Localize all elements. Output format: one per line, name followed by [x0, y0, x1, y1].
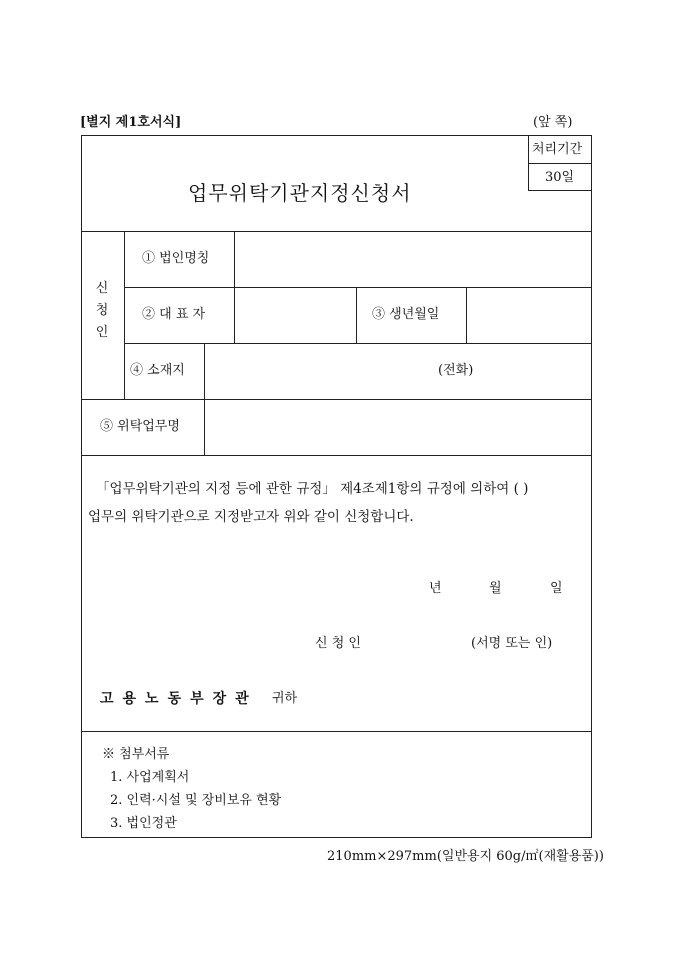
attachments-heading: ※ 첨부서류 — [102, 747, 170, 762]
signature-applicant-label: 신 청 인 — [315, 636, 361, 651]
attachment-item: 3. 법인정관 — [110, 816, 177, 831]
form-title: 업무위탁기관지정신청서 — [188, 181, 412, 205]
applicant-section-label: 신 청 인 — [95, 281, 109, 340]
processing-period-label: 처리기간 — [532, 142, 583, 157]
signature-note: (서명 또는 인) — [471, 636, 553, 651]
representative-label: ② 대 표 자 — [142, 307, 206, 322]
page-side-label: (앞 쪽) — [533, 115, 573, 130]
address-field[interactable] — [205, 344, 591, 398]
recipient-name: 고용노동부장관 — [100, 691, 258, 707]
statement-line-2: 업무의 위탁기관으로 지정받고자 위와 같이 신청합니다. — [88, 509, 414, 525]
processing-divider — [528, 163, 591, 164]
signature-field[interactable] — [380, 630, 465, 656]
divider — [356, 287, 357, 343]
representative-field[interactable] — [235, 288, 355, 342]
task-name-field[interactable] — [205, 400, 591, 454]
birthdate-field[interactable] — [467, 288, 591, 342]
birthdate-label: ③ 생년월일 — [372, 307, 440, 322]
form-number-label: [별지 제1호서식] — [80, 115, 182, 130]
date-year: 년 — [429, 581, 442, 596]
divider — [81, 455, 592, 456]
attachment-item: 1. 사업계획서 — [110, 770, 190, 785]
address-label: ④ 소재지 — [130, 363, 185, 378]
divider — [124, 231, 125, 399]
phone-label: (전화) — [438, 363, 474, 378]
recipient-honorific: 귀하 — [272, 691, 298, 706]
divider — [81, 731, 592, 732]
task-name-label: ⑤ 위탁업무명 — [100, 419, 180, 434]
corp-name-field[interactable] — [235, 232, 591, 286]
statement-line-1: 「업무위탁기관의 지정 등에 관한 규정」 제4조제1항의 규정에 의하여 ( ) — [96, 481, 529, 497]
processing-period-value: 30일 — [545, 170, 575, 185]
date-day: 일 — [550, 581, 563, 596]
attachment-item: 2. 인력·시설 및 장비보유 현황 — [110, 793, 282, 808]
corp-name-label: ① 법인명칭 — [142, 251, 210, 266]
date-month: 월 — [489, 581, 502, 596]
paper-spec: 210mm×297mm(일반용지 60g/㎡(재활용품)) — [327, 849, 604, 864]
